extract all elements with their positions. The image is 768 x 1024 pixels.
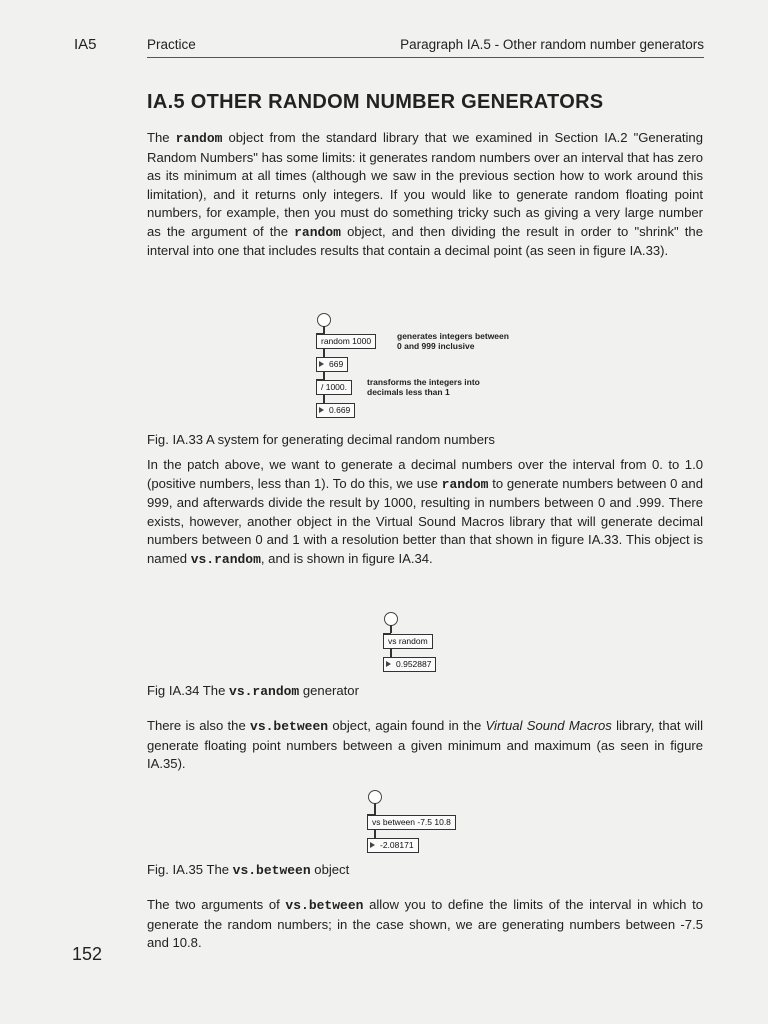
bang-button[interactable] — [368, 790, 382, 804]
section-title: IA.5 OTHER RANDOM NUMBER GENERATORS — [147, 91, 604, 113]
patch-cord — [374, 830, 376, 838]
header-paragraph: Paragraph IA.5 - Other random number generators — [400, 37, 704, 52]
patch-cord — [323, 395, 325, 403]
header-section: Practice — [147, 37, 196, 52]
header-rule — [147, 57, 704, 58]
header-chapter: IA5 — [74, 36, 97, 53]
vs-random-object[interactable]: vs random — [383, 634, 433, 649]
random-object[interactable]: random 1000 — [316, 334, 376, 349]
number-box-float[interactable]: -2.08171 — [367, 838, 419, 853]
number-box-float[interactable]: 0.952887 — [383, 657, 436, 672]
number-box-float[interactable]: 0.669 — [316, 403, 355, 418]
figure-ia33-caption: Fig. IA.33 A system for generating decimal random numbers — [147, 432, 495, 447]
bang-button[interactable] — [384, 612, 398, 626]
patch-cord — [390, 649, 392, 657]
vs-between-object[interactable]: vs between -7.5 10.8 — [367, 815, 456, 830]
divide-object[interactable]: / 1000. — [316, 380, 352, 395]
number-box-integer[interactable]: 669 — [316, 357, 348, 372]
paragraph-4: The two arguments of vs.between allow you to define the limits of the interval in which to generate the random numbers; in the case shown, we are generating numbers between -7.5 and 10.8. — [147, 897, 703, 950]
figure-ia34-caption: Fig IA.34 The vs.random generator — [147, 683, 359, 699]
bang-button[interactable] — [317, 313, 331, 327]
comment-generates: generates integers between 0 and 999 inclusive — [397, 331, 509, 351]
paragraph-2: In the patch above, we want to generate a decimal numbers over the interval from 0. to 1.0 (positive numbers, less than 1). To do this, we use random to generate numbers between 0 and 999, and afterwards divide the result by 1000, resulting in numbers between 0 and .999. There exists, however, another object in the Virtual Sound Macros library that will generate decimal numbers between 0 and 1 with a resolution better than that shown in figure IA.33. This object is named vs.random, and is shown in figure IA.34. — [147, 457, 703, 567]
comment-transforms: transforms the integers into decimals less than 1 — [367, 377, 480, 397]
paragraph-1: The random object from the standard library that we examined in Section IA.2 "Generating Random Numbers" has some limits: it generates random numbers over an interval that has zero as its minimum at all times (although we saw in the previous section how to work around this limitation), and it returns only integers. If you would like to generate random floating point numbers, for example, then you must do something tricky such as giving a very large number as the argument of the random object, and then dividing the result in order to "shrink" the interval into one that includes results that contain a decimal point (as seen in figure IA.33). — [147, 130, 704, 258]
figure-ia35-caption: Fig. IA.35 The vs.between object — [147, 862, 350, 878]
paragraph-3: There is also the vs.between object, again found in the Virtual Sound Macros library, that will generate floating point numbers between a given minimum and maximum (as seen in figure IA.35). — [147, 718, 703, 771]
page-number: 152 — [72, 944, 103, 964]
patch-cord — [390, 625, 392, 633]
patch-cord — [323, 349, 325, 357]
